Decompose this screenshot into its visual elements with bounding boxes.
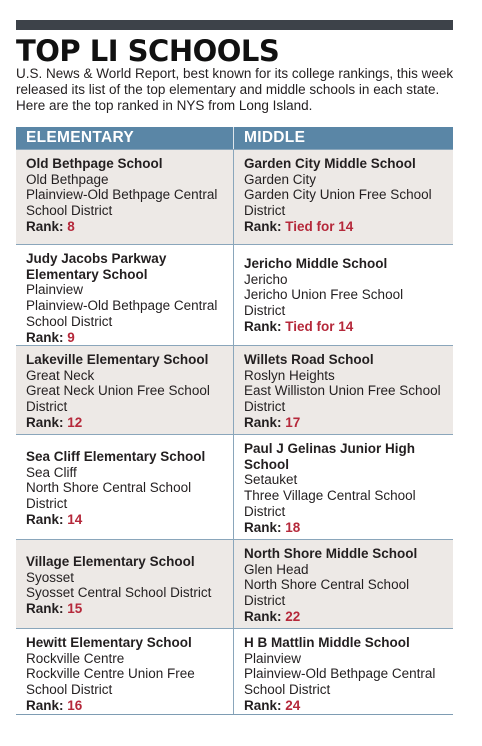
school-district: Plainview-Old Bethpage Central School District [244, 666, 436, 698]
rank-value: Tied for 14 [285, 318, 354, 334]
rank-label: Rank: [26, 329, 64, 345]
school-district: Syosset Central School District [26, 585, 212, 601]
top-rule [16, 20, 453, 30]
middle-school-cell [234, 435, 453, 539]
middle-school-cell [234, 150, 453, 244]
school-location: Great Neck [26, 367, 95, 383]
rank-value: 24 [285, 697, 301, 713]
rank-line [244, 219, 447, 235]
school-location: Garden City [244, 171, 317, 187]
elementary-school-cell [16, 435, 234, 539]
intro-text: U.S. News & World Report, best known for its college rankings, this week released its list of the top elementary and middle schools in each state. Here are the top ranked in NYS from Long Island. [16, 66, 454, 113]
school-name: Village Elementary School [26, 554, 195, 569]
school-name: Jericho Middle School [244, 256, 388, 271]
elementary-school-cell [16, 150, 234, 244]
school-location: Jericho [244, 271, 288, 287]
elementary-school-cell [16, 346, 234, 434]
rank-label: Rank: [26, 511, 64, 527]
schools-table [16, 127, 453, 715]
rank-value: 22 [285, 608, 301, 624]
column-header-elementary: ELEMENTARY [16, 127, 234, 149]
school-district: North Shore Central School District [26, 480, 192, 512]
rank-line [26, 601, 227, 617]
rank-value: 12 [67, 414, 83, 430]
rank-value: 16 [67, 697, 83, 713]
table-row [16, 434, 453, 539]
elementary-school-cell [16, 245, 234, 345]
rank-label: Rank: [244, 519, 282, 535]
middle-school-cell [234, 346, 453, 434]
rank-label: Rank: [244, 218, 282, 234]
rank-line [244, 319, 447, 335]
rank-line [26, 698, 227, 714]
rank-line [244, 609, 447, 625]
rank-label: Rank: [26, 414, 64, 430]
rank-value: 17 [285, 414, 301, 430]
elementary-school-cell [16, 629, 234, 714]
school-district: Great Neck Union Free School District [26, 383, 210, 415]
table-row [16, 244, 453, 345]
table-row [16, 149, 453, 244]
middle-school-cell [234, 629, 453, 714]
school-district: Garden City Union Free School District [244, 187, 432, 219]
rank-line [244, 520, 447, 536]
school-name: Old Bethpage School [26, 156, 163, 171]
rank-label: Rank: [26, 218, 64, 234]
school-location: Plainview [244, 650, 302, 666]
school-name: Hewitt Elementary School [26, 635, 192, 650]
rank-line [244, 415, 447, 431]
school-name: Garden City Middle School [244, 156, 416, 171]
school-district: North Shore Central School District [244, 577, 410, 609]
rank-value: 18 [285, 519, 301, 535]
school-location: Setauket [244, 472, 298, 488]
school-name: Judy Jacobs Parkway Elementary School [26, 251, 167, 282]
column-header-middle: MIDDLE [244, 129, 306, 146]
rank-label: Rank: [244, 414, 282, 430]
school-name: Paul J Gelinas Junior High School [244, 441, 416, 472]
rank-value: 8 [67, 218, 75, 234]
school-name: H B Mattlin Middle School [244, 635, 410, 650]
table-header [16, 127, 453, 149]
middle-school-cell [234, 245, 453, 345]
rank-line [244, 698, 447, 714]
rank-label: Rank: [26, 601, 64, 617]
school-name: North Shore Middle School [244, 546, 418, 561]
school-district: Rockville Centre Union Free School District [26, 666, 195, 698]
rank-value: Tied for 14 [285, 218, 354, 234]
school-district: Three Village Central School District [244, 488, 416, 519]
middle-school-cell [234, 540, 453, 628]
school-location: Glen Head [244, 561, 309, 577]
rank-label: Rank: [244, 318, 282, 334]
school-location: Plainview [26, 282, 84, 298]
rank-line [26, 415, 227, 431]
school-location: Syosset [26, 569, 75, 585]
elementary-school-cell [16, 540, 234, 628]
table-row [16, 628, 453, 714]
rank-value: 14 [67, 511, 83, 527]
rank-line [26, 512, 227, 528]
rank-line [26, 219, 227, 235]
school-location: Roslyn Heights [244, 367, 335, 383]
rank-label: Rank: [26, 697, 64, 713]
school-location: Sea Cliff [26, 464, 77, 480]
page-title: TOP LI SCHOOLS [16, 34, 280, 68]
school-district: Plainview-Old Bethpage Central School District [26, 187, 218, 219]
school-name: Lakeville Elementary School [26, 352, 209, 367]
table-row [16, 539, 453, 628]
rank-value: 15 [67, 601, 83, 617]
school-district: Jericho Union Free School District [244, 287, 404, 319]
rank-label: Rank: [244, 608, 282, 624]
school-district: Plainview-Old Bethpage Central School District [26, 298, 218, 329]
rank-value: 9 [67, 329, 75, 345]
school-location: Rockville Centre [26, 650, 125, 666]
table-row [16, 345, 453, 434]
rank-label: Rank: [244, 697, 282, 713]
school-name: Willets Road School [244, 352, 374, 367]
school-location: Old Bethpage [26, 171, 109, 187]
school-name: Sea Cliff Elementary School [26, 449, 206, 464]
school-district: East Williston Union Free School District [244, 383, 441, 415]
rank-line [26, 330, 227, 346]
